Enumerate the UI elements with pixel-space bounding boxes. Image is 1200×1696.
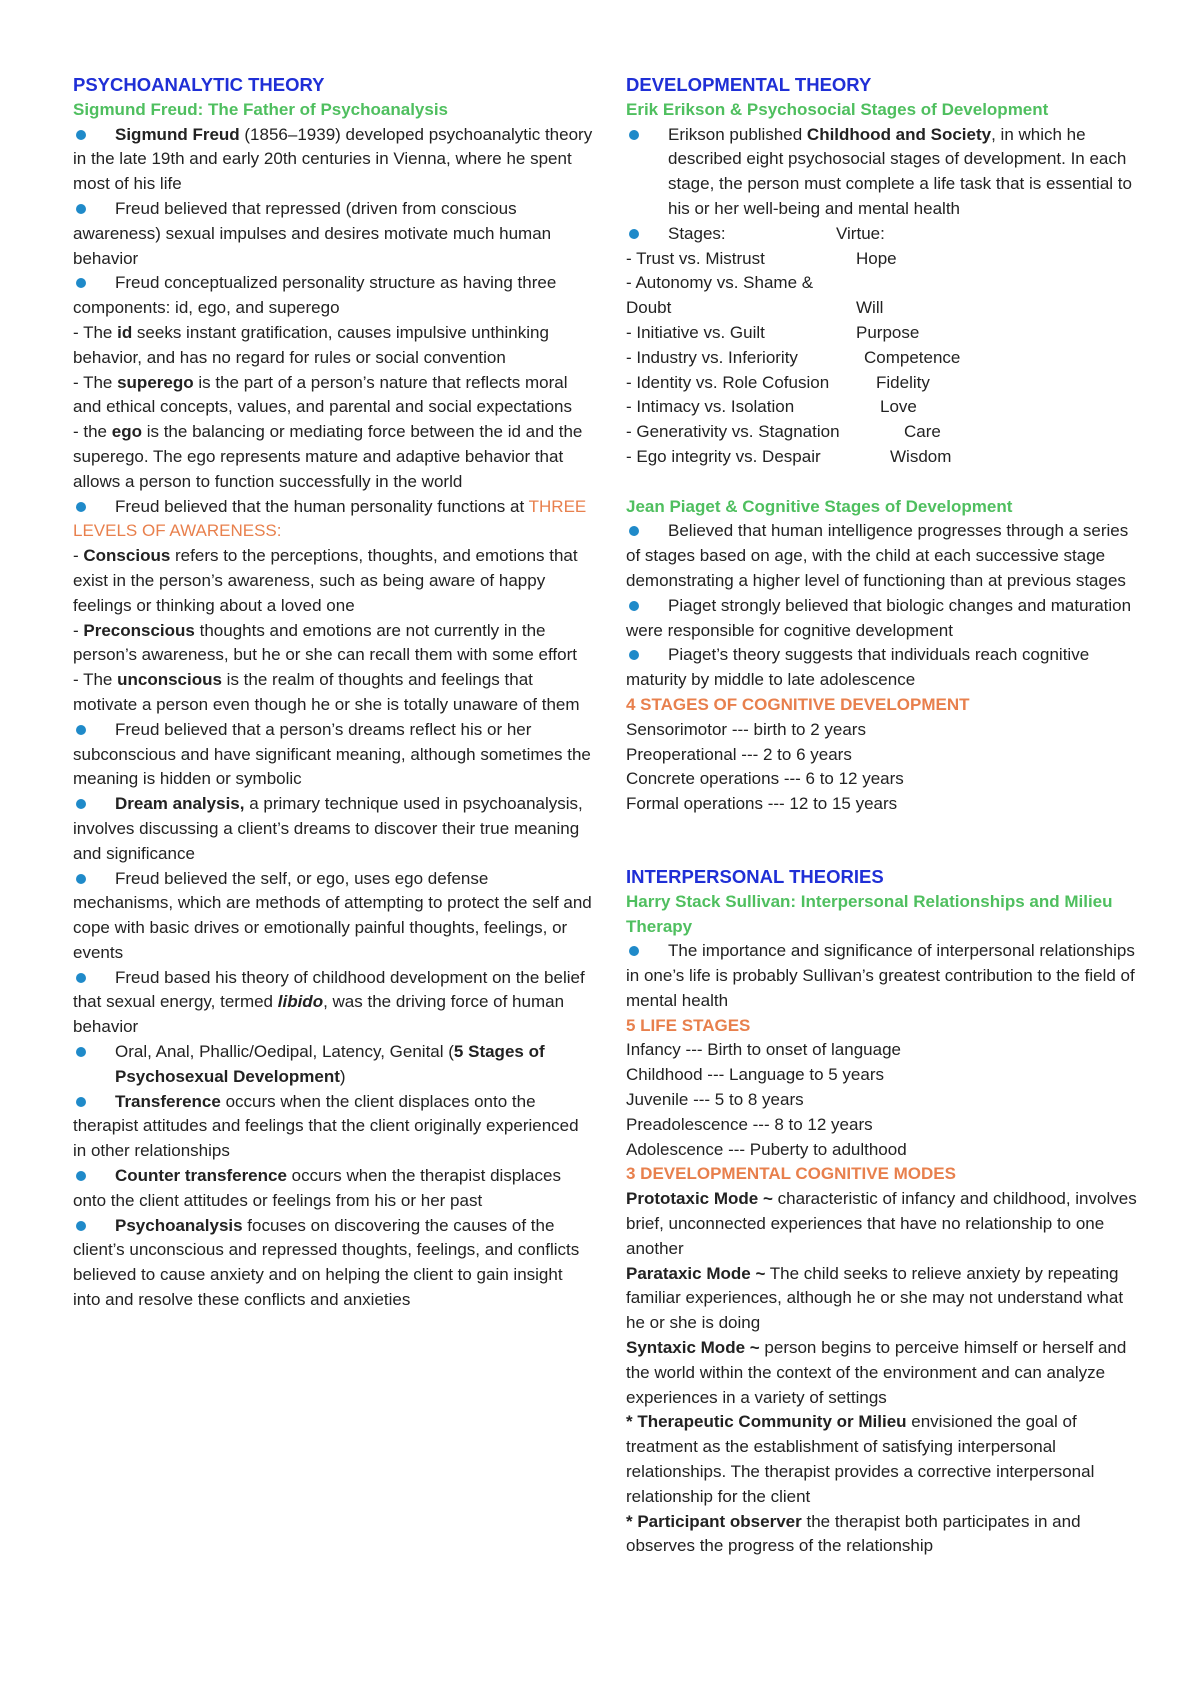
stage-name: - Industry vs. Inferiority [626,347,798,367]
developmental-title: DEVELOPMENTAL THEORY [626,74,872,95]
superego-definition: - The superego is the part of a person’s nature that reflects moral and ethical concepts, values, and parental and social expectations [73,372,572,417]
ego-definition: - the ego is the balancing or mediating force between the id and the superego. The ego represents mature and adaptive behavior that allows a person to function successfully in the world [73,422,583,491]
bullet-icon [76,1047,86,1057]
life-stage-item: Infancy --- Birth to onset of language [626,1040,901,1060]
stage-virtue: Will [856,298,884,318]
bullet-psychosexual: Oral, Anal, Phallic/Oedipal, Latency, Genital (5 Stages of Psychosexual Development) [73,1040,593,1090]
stage-name: - Ego integrity vs. Despair [626,446,821,466]
bullet-icon [76,502,86,512]
bullet-psychoanalysis: Psychoanalysis focuses on discovering the causes of the client’s unconscious and repressed thoughts, feelings, and conflicts believed to cause anxiety and on helping the client to gain insight into and resolve these conflicts and anxieties [73,1215,580,1310]
bullet-piaget-intelligence: Believed that human intelligence progresses through a series of stages based on age, with the child at each successive stage demonstrating a higher level of functioning than at previous stages [626,521,1129,590]
stages-header: Stages: Virtue: [626,222,1146,247]
stage-name: - Trust vs. Mistrust [626,248,765,268]
stage-virtue: Care [904,422,941,442]
bullet-erikson: Erikson published Childhood and Society, in which he described eight psychosocial stages of development. In each stage, the person must complete a life task that is essential to his or her well-being and mental health [626,123,1146,222]
bullet-icon [76,204,86,214]
life-stage-item: Juvenile --- 5 to 8 years [626,1090,804,1110]
bullet-icon [76,1097,86,1107]
interpersonal-title: INTERPERSONAL THEORIES [626,865,884,887]
bullet-icon [76,1171,86,1181]
stage-name: - Autonomy vs. Shame & Doubt [626,273,814,318]
bullet-icon [629,650,639,660]
bullet-icon [76,799,86,809]
bullet-icon [76,1221,86,1231]
stage-name: - Intimacy vs. Isolation [626,397,795,417]
bullet-personality: Freud conceptualized personality structure as having three components: id, ego, and superego [73,273,557,318]
sullivan-subheading: Harry Stack Sullivan: Interpersonal Relationships and Milieu Therapy [626,891,1113,936]
bullet-piaget-biologic: Piaget strongly believed that biologic changes and maturation were responsible for cognitive development [626,595,1132,640]
erikson-stage-row [626,321,1146,346]
bullet-icon [76,278,86,288]
erikson-stage-row [626,445,1146,470]
life-stage-item: Adolescence --- Puberty to adulthood [626,1139,907,1159]
erikson-stage-row [626,271,1146,321]
stage-name: - Initiative vs. Guilt [626,322,765,342]
stage-name: - Generativity vs. Stagnation [626,422,840,442]
bullet-icon [76,874,86,884]
unconscious-definition: - The unconscious is the realm of thoughts and feelings that motivate a person even though he or she is totally unaware of them [73,670,580,714]
id-definition: - The id seeks instant gratification, causes impulsive unthinking behavior, and has no regard for rules or social convention [73,322,549,367]
left-column [73,73,593,1313]
syntaxic-mode: Syntaxic Mode ~ person begins to perceive himself or herself and the world within the context of the environment and can analyze experiences in a variety of settings [626,1338,1127,1407]
preconscious-definition: - Preconscious thoughts and emotions are not currently in the person’s awareness, but he or she can recall them with some effort [73,620,577,665]
erikson-stage-row [626,346,1146,371]
bullet-icon [629,601,639,611]
parataxic-mode: Parataxic Mode ~ The child seeks to relieve anxiety by repeating familiar experiences, although he or she may not understand what he or she is doing [626,1263,1124,1333]
stage-virtue: Wisdom [890,446,952,466]
erikson-stage-list [626,247,1146,470]
cognitive-stage-item: Formal operations --- 12 to 15 years [626,794,898,814]
bullet-icon [76,130,86,140]
conscious-definition: - Conscious refers to the perceptions, thoughts, and emotions that exist in the person’s awareness, such as being aware of happy feelings or thinking about a loved one [73,546,578,615]
bullet-transference: Transference occurs when the client displaces onto the therapist attitudes and feelings that the client originally experienced in other relationships [73,1091,579,1161]
cognitive-stage-list [626,718,1146,817]
cognitive-stage-item: Sensorimotor --- birth to 2 years [626,719,866,739]
stage-virtue: Purpose [856,322,920,342]
piaget-subheading: Jean Piaget & Cognitive Stages of Development [626,496,1013,516]
bullet-libido: Freud based his theory of childhood development on the belief that sexual energy, termed libido, was the driving force of human behavior [73,967,585,1037]
bullet-icon [629,229,639,239]
psychoanalytic-title: PSYCHOANALYTIC THEORY [73,74,325,95]
bullet-freud-intro: Sigmund Freud (1856–1939) developed psychoanalytic theory in the late 19th and early 20th centuries in Vienna, where he spent most of his life [73,124,593,194]
bullet-icon [629,946,639,956]
erikson-subheading: Erik Erikson & Psychosocial Stages of Development [626,99,1049,119]
participant-observer: * Participant observer the therapist both participates in and observes the progress of the relationship [626,1511,1081,1556]
bullet-dreams: Freud believed that a person’s dreams reflect his or her subconscious and have significant meaning, although sometimes the meaning is hidden or symbolic [73,719,591,789]
cognitive-stage-item: Concrete operations --- 6 to 12 years [626,769,904,789]
life-stage-item: Preadolescence --- 8 to 12 years [626,1114,873,1134]
erikson-stage-row [626,420,1146,445]
erikson-stage-row [626,395,1146,420]
life-stage-item: Childhood --- Language to 5 years [626,1065,884,1085]
life-stage-list [626,1038,1146,1162]
erikson-stage-row [626,371,1146,396]
stage-virtue: Hope [856,248,897,268]
life-stages-heading: 5 LIFE STAGES [626,1015,751,1035]
therapeutic-milieu: * Therapeutic Community or Milieu envisioned the goal of treatment as the establishment of satisfying interpersonal relationships. The therapist provides a corrective interpersonal relationship for the client [626,1412,1095,1506]
bullet-repressed: Freud believed that repressed (driven from conscious awareness) sexual impulses and desires motivate much human behavior [73,198,552,268]
bullet-icon [76,725,86,735]
bullet-dream-analysis: Dream analysis, a primary technique used in psychoanalysis, involves discussing a client’s dreams to discover their true meaning and significance [73,794,583,863]
stage-virtue: Love [880,397,917,417]
bullet-piaget-maturity: Piaget’s theory suggests that individuals reach cognitive maturity by middle to late adolescence [626,645,1090,690]
freud-subheading: Sigmund Freud: The Father of Psychoanalysis [73,99,449,119]
stage-virtue: Competence [864,347,961,367]
bullet-icon [629,526,639,536]
cognitive-stages-heading: 4 STAGES OF COGNITIVE DEVELOPMENT [626,694,970,714]
cognitive-stage-item: Preoperational --- 2 to 6 years [626,744,852,764]
bullet-awareness: Freud believed that the human personality functions at THREE LEVELS OF AWARENESS: [73,496,587,541]
bullet-defense: Freud believed the self, or ego, uses ego defense mechanisms, which are methods of attempting to protect the self and cope with basic drives or emotionally painful thoughts, feelings, or events [73,868,592,962]
bullet-counter-transference: Counter transference occurs when the therapist displaces onto the client attitudes or feelings from his or her past [73,1166,561,1210]
stage-virtue: Fidelity [876,372,930,392]
awareness-highlight: THREE LEVELS OF AWARENESS: [73,496,587,541]
erikson-stage-row [626,247,1146,272]
right-column [626,73,1146,1559]
bullet-icon [76,973,86,983]
prototaxic-mode: Prototaxic Mode ~ characteristic of infancy and childhood, involves brief, unconnected experiences that have no relationship to one another [626,1189,1137,1258]
bullet-icon [629,130,639,140]
stage-name: - Identity vs. Role Cofusion [626,372,830,392]
modes-heading: 3 DEVELOPMENTAL COGNITIVE MODES [626,1164,956,1184]
bullet-sullivan: The importance and significance of interpersonal relationships in one’s life is probably Sullivan’s greatest contribution to the field of mental health [626,941,1135,1010]
